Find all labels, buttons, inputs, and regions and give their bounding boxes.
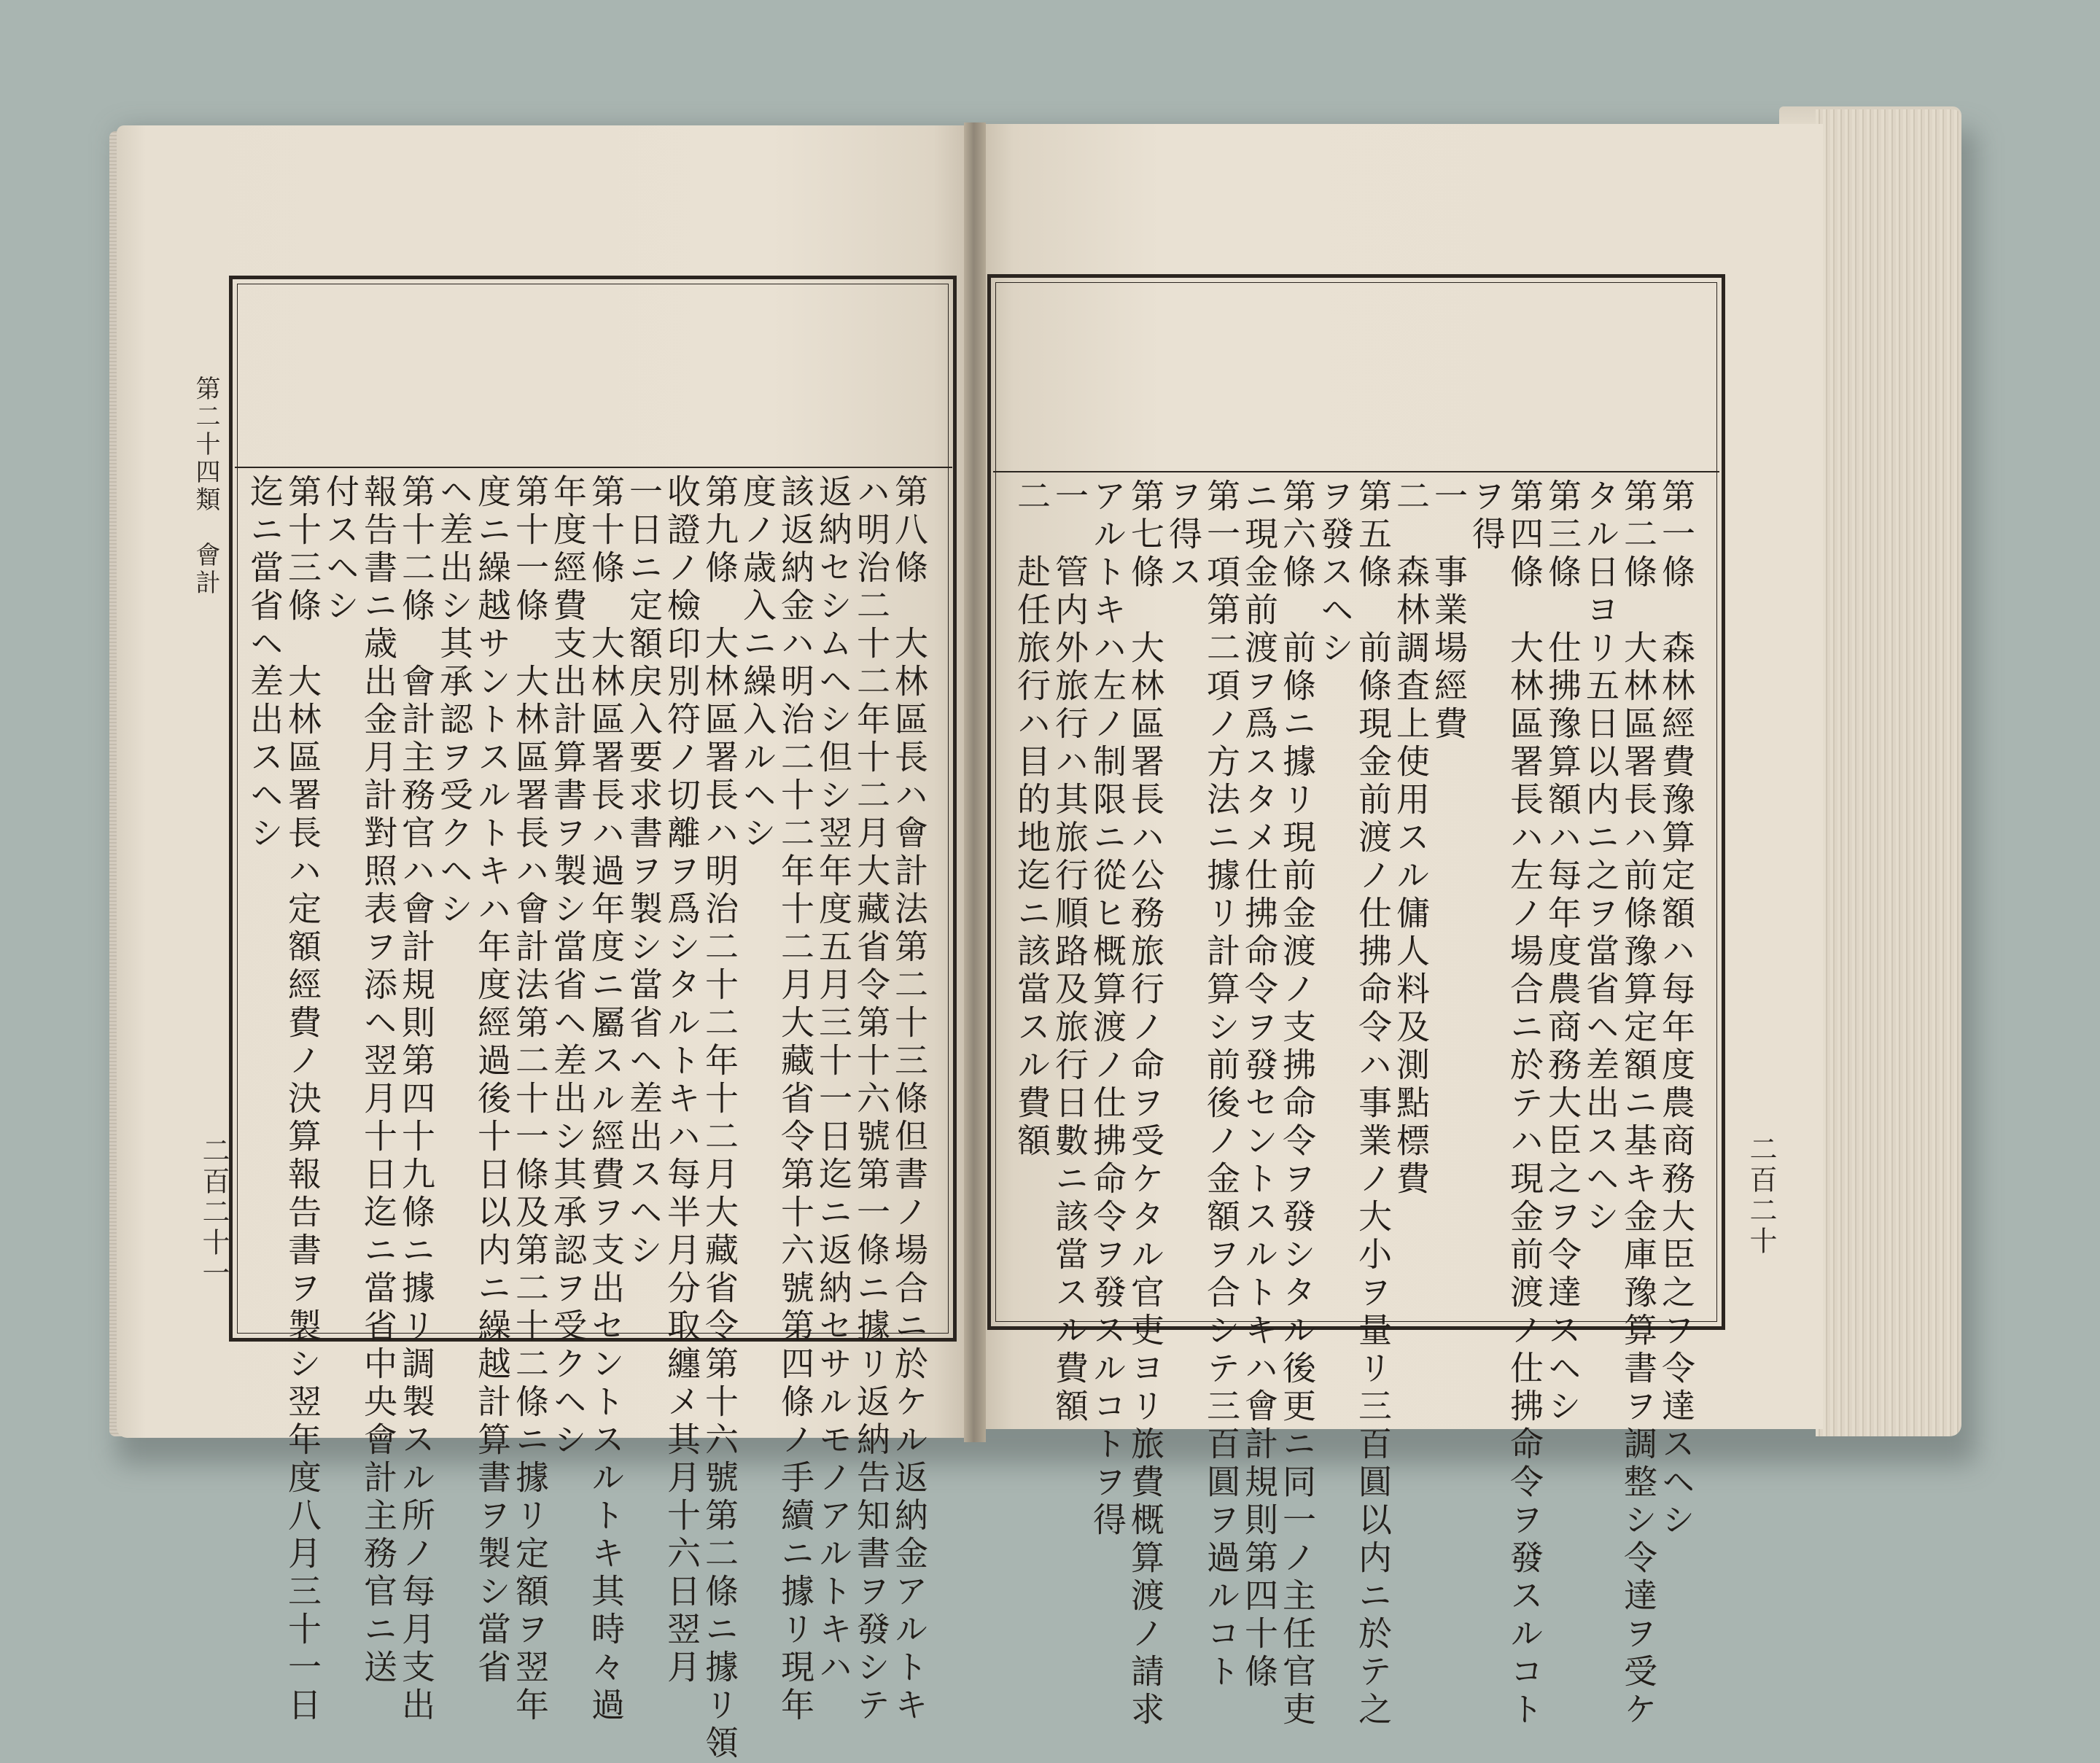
text-column: アルトキハ左ノ制限ニ從ヒ概算渡ノ仕拂命令ヲ發スルコトヲ得: [1088, 478, 1127, 1540]
text-column: 第七條 大林區署長ハ公務旅行ノ命ヲ受ケタル官吏ヨリ旅費概算渡ノ請求: [1126, 478, 1165, 1729]
text-column: 度ニ繰越サントスルトキハ年度經過後十日以内ニ繰越計算書ヲ製シ當省: [472, 474, 512, 1687]
text-column: 第十條 大林區署長ハ過年度ニ屬スル經費ヲ支出セントスルトキ其時々過: [586, 474, 626, 1725]
text-column: ニ現金前渡ヲ爲スタメ仕拂命令ヲ發セントスルトキハ會計規則第四十條: [1240, 478, 1279, 1692]
text-column: 第十一條 大林區署長ハ會計法第二十一條及第二十二條ニ據リ定額ヲ翌年: [510, 474, 550, 1725]
text-column: 第八條 大林區長ハ會計法第二十三條但書ノ場合ニ於ケル返納金アルトキ: [890, 474, 929, 1725]
text-column: 第六條 前條ニ據リ現前金渡ノ支拂命令ヲ發シタル後更ニ同一ノ主任官吏: [1278, 478, 1317, 1729]
left-header-rule: [235, 467, 952, 468]
text-column: 一 事業場經費: [1429, 478, 1469, 744]
text-column: 二 森林調査上使用スル傭人料及測點標費: [1391, 478, 1431, 1199]
text-column: 第十二條 會計主務官ハ會計規則第四十九條ニ據リ調製スル所ノ每月支出: [397, 474, 436, 1725]
right-header-rule: [993, 471, 1719, 472]
text-column: 度ノ歳入ニ繰入ルヘシ: [738, 474, 777, 853]
text-column: 年度經費支出計算書ヲ製シ當省ヘ差出シ其承認ヲ受クヘシ: [548, 474, 588, 1460]
text-column: ハ明治二十二年十二月大藏省令第十六號第一條ニ據リ返納告知書ヲ發シテ: [852, 474, 891, 1725]
text-column: 二 赴任旅行ハ目的地迄ニ該當スル費額: [1012, 478, 1051, 1161]
text-column: 迄ニ當省ヘ差出スヘシ: [245, 474, 284, 853]
text-column: 第一條 森林經費豫算定額ハ每年度農商務大臣之ヲ令達スヘシ: [1657, 478, 1696, 1540]
page-stack: [1816, 109, 1961, 1436]
text-column: 第五條 前條現金前渡ノ仕拂命令ハ事業ノ大小ヲ量リ三百圓以内ニ於テ之: [1353, 478, 1393, 1729]
text-column: ヲ發スヘシ: [1315, 478, 1355, 668]
text-column: 第九條 大林區署長ハ明治二十二年十二月大藏省令第十六號第二條ニ據リ領: [700, 474, 739, 1763]
text-column: 第三條 仕拂豫算額ハ每年度農商務大臣之ヲ令達スヘシ: [1543, 478, 1582, 1426]
text-column: 第四條 大林區署長ハ左ノ場合ニ於テハ現金前渡ノ仕拂命令ヲ發スルコト: [1505, 478, 1544, 1729]
left-page-number: 二百二十一: [198, 1136, 230, 1289]
text-column: タル日ヨリ五日以内ニ之ヲ當省ヘ差出スヘシ: [1581, 478, 1620, 1237]
text-column: 付スヘシ: [321, 474, 360, 626]
text-column: 第十三條 大林區署長ハ定額經費ノ決算報告書ヲ製シ翌年度八月三十一日: [283, 474, 322, 1725]
book-gutter: [964, 122, 986, 1442]
text-column: 收證ノ檢印別符ノ切離ヲ爲シタルトキハ每半月分取纏メ其月十六日翌月: [662, 474, 701, 1687]
text-column: 第一項第二項ノ方法ニ據リ計算シ前後ノ金額ヲ合シテ三百圓ヲ過ルコト: [1202, 478, 1241, 1692]
text-column: 一日ニ定額戻入要求書ヲ製シ當省ヘ差出スヘシ: [624, 474, 664, 1270]
text-column: 返納セシムヘシ但シ翌年度五月三十一日迄ニ返納セサルモノアルトキハ: [814, 474, 853, 1687]
text-column: 該返納金ハ明治二十二年十二月大藏省令第十六號第四條ノ手續ニ據リ現年: [776, 474, 815, 1725]
text-column: 報告書ニ歳出金月計對照表ヲ添ヘ翌月十日迄ニ當省中央會計主務官ニ送: [359, 474, 398, 1687]
left-running-head: 第二十四類 會計: [191, 375, 220, 597]
text-column: ヲ得: [1467, 478, 1506, 554]
text-column: 第二條 大林區署長ハ前條豫算定額ニ基キ金庫豫算書ヲ調整シ令達ヲ受ケ: [1619, 478, 1658, 1729]
right-page-number: 二百二十: [1745, 1135, 1777, 1257]
text-column: ヲ得ス: [1164, 478, 1203, 592]
text-column: 一 管内外旅行ハ其旅行順路及旅行日數ニ該當スル費額: [1050, 478, 1089, 1426]
text-column: ヘ差出シ其承認ヲ受クヘシ: [435, 474, 474, 929]
